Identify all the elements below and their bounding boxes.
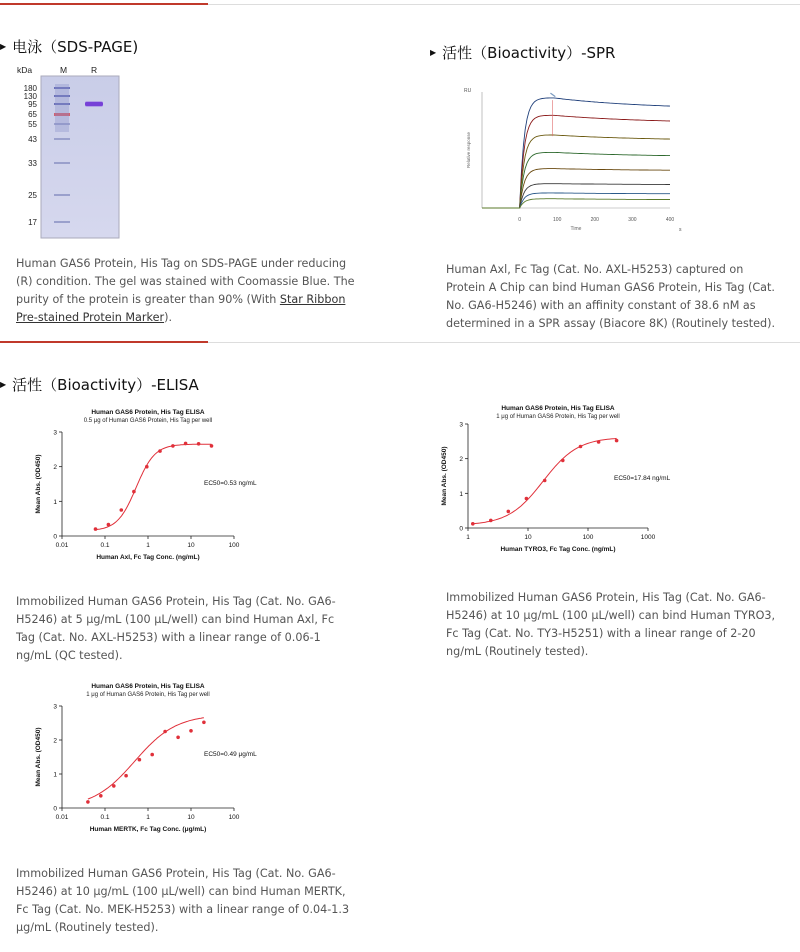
spr-series-line — [482, 169, 670, 208]
spr-sensorgram — [460, 86, 686, 232]
gel-marker-band — [54, 221, 70, 223]
spr-x-unit: s — [679, 227, 682, 233]
gel-marker-label: 17 — [28, 218, 37, 227]
elisa-y-label: Mean Abs. (OD450) — [35, 727, 42, 787]
elisa-data-point — [158, 449, 162, 453]
spr-y-label: Relative response — [466, 131, 471, 169]
spr-x-tick-label: 200 — [590, 217, 599, 223]
gel-header-marker: M — [60, 65, 68, 75]
spr-series-line — [482, 115, 670, 208]
elisa-y-tick-label: 0 — [53, 533, 57, 541]
elisa-x-tick-label: 10 — [187, 542, 195, 549]
elisa-x-tick-label: 0.01 — [55, 814, 69, 821]
elisa-y-tick-label: 3 — [53, 703, 57, 711]
elisa-ec50-label: EC50=0.53 ng/mL — [204, 480, 257, 487]
gel-marker-band — [54, 194, 70, 196]
gel-marker-label: 65 — [28, 110, 37, 119]
elisa-x-tick-label: 100 — [228, 542, 240, 549]
bullet-triangle-icon: ▶ — [0, 380, 7, 389]
elisa-y-tick-label: 0 — [459, 525, 463, 533]
top-divider-accent — [0, 3, 208, 5]
elisa-data-point — [145, 465, 149, 469]
spr-x-tick-label: 0 — [518, 217, 521, 223]
gel-marker-label: 55 — [28, 120, 37, 129]
elisa-x-tick-label: 100 — [582, 534, 594, 541]
elisa-subtitle: 1 μg of Human GAS6 Protein, His Tag per well — [496, 414, 620, 420]
elisa-y-tick-label: 1 — [459, 490, 463, 498]
elisa-y-tick-label: 2 — [459, 456, 463, 464]
gel-marker-band — [54, 138, 70, 140]
elisa-data-point — [597, 440, 601, 444]
elisa-data-point — [171, 444, 175, 448]
elisa-x-tick-label: 1 — [146, 542, 150, 549]
elisa-data-point — [132, 490, 136, 494]
elisa-data-point — [189, 729, 193, 733]
elisa-data-point — [202, 721, 206, 725]
elisa-y-tick-label: 3 — [53, 429, 57, 437]
elisa-ec50-label: EC50=0.49 μg/mL — [204, 751, 257, 758]
gel-marker-label: 130 — [23, 92, 37, 101]
elisa-data-point — [107, 523, 111, 527]
spr-x-tick-label: 100 — [553, 217, 562, 223]
elisa-y-tick-label: 0 — [53, 805, 57, 813]
elisa-data-point — [579, 445, 583, 449]
sds-page-caption: Human GAS6 Protein, His Tag on SDS-PAGE under reducing (R) condition. The gel was stained with Coomassie Blue. The purity of the protein is greater than 90% (With Star Ribbon Pre-stained Protein Marker). — [16, 257, 355, 324]
elisa-data-point — [615, 439, 619, 443]
spr-x-tick-label: 400 — [665, 217, 675, 223]
elisa-x-tick-label: 1 — [146, 814, 150, 821]
gel-header-reduced: R — [91, 65, 98, 75]
elisa-x-tick-label: 100 — [228, 814, 240, 821]
elisa-y-tick-label: 2 — [53, 464, 57, 472]
gel-marker-band — [54, 162, 70, 164]
bullet-triangle-icon: ▶ — [430, 48, 437, 57]
elisa-title: Human GAS6 Protein, His Tag ELISA — [501, 405, 615, 412]
gel-marker-label: 95 — [28, 100, 37, 109]
elisa-y-tick-label: 2 — [53, 737, 57, 745]
elisa-y-tick-label: 3 — [459, 421, 463, 429]
elisa-chart-axl — [22, 404, 257, 574]
elisa-data-point — [94, 527, 98, 531]
elisa-data-point — [176, 736, 180, 740]
elisa-x-tick-label: 0.01 — [55, 542, 69, 549]
spr-y-unit: RU — [464, 88, 472, 94]
elisa-subtitle: 1 μg of Human GAS6 Protein, His Tag per well — [86, 692, 210, 698]
elisa-data-point — [489, 519, 493, 523]
gel-sample-band-halo — [85, 101, 103, 107]
gel-header-kda: kDa — [17, 65, 33, 75]
elisa-x-tick-label: 10 — [187, 814, 195, 821]
gel-marker-label: 43 — [28, 135, 37, 144]
elisa-data-point — [150, 753, 154, 757]
elisa-data-point — [471, 522, 475, 526]
section-title-elisa: ▶ 活性（Bioactivity）-ELISA — [0, 376, 199, 394]
elisa-chart-tyro3 — [436, 400, 671, 566]
elisa-y-tick-label: 1 — [53, 498, 57, 506]
elisa-data-point — [138, 758, 142, 762]
elisa-title: Human GAS6 Protein, His Tag ELISA — [91, 409, 205, 416]
elisa-y-tick-label: 1 — [53, 771, 57, 779]
section-title-sds-page: ▶ 电泳（SDS-PAGE) — [0, 38, 139, 56]
top-divider — [0, 4, 800, 5]
elisa-data-point — [112, 784, 116, 788]
elisa-data-point — [99, 794, 103, 798]
spr-series-line — [482, 199, 670, 208]
mid-divider-accent — [0, 341, 208, 343]
elisa-mertk-caption: Immobilized Human GAS6 Protein, His Tag (Cat. No. GA6-H5246) at 10 μg/mL (100 μL/well) can bind Human MERTK, Fc Tag (Cat. No. MEK-H5253) with a linear range of 0.04-1.3 μg/mL (Routinely tested). — [16, 867, 350, 934]
elisa-x-label: Human MERTK, Fc Tag Conc. (μg/mL) — [89, 826, 207, 833]
elisa-title: Human GAS6 Protein, His Tag ELISA — [91, 683, 205, 690]
elisa-x-tick-label: 1000 — [640, 534, 656, 541]
star-ribbon-marker-link[interactable]: Star Ribbon Pre-stained Protein Marker — [16, 293, 346, 324]
elisa-x-tick-label: 0.1 — [100, 542, 110, 549]
spr-x-label: Time — [570, 226, 582, 232]
elisa-fit-curve — [88, 718, 204, 799]
gel-marker-smear — [55, 84, 69, 132]
elisa-y-label: Mean Abs. (OD450) — [441, 446, 448, 506]
spr-peak-spike — [550, 93, 555, 96]
elisa-fit-curve — [96, 444, 212, 530]
sds-page-gel — [17, 62, 121, 240]
elisa-x-tick-label: 10 — [524, 534, 532, 541]
elisa-x-tick-label: 1 — [466, 534, 470, 541]
spr-series-line — [482, 184, 670, 208]
elisa-data-point — [210, 444, 214, 448]
spr-series-line — [482, 193, 670, 208]
elisa-tyro3-caption: Immobilized Human GAS6 Protein, His Tag (Cat. No. GA6-H5246) at 10 μg/mL (100 μL/well) can bind Human TYRO3, Fc Tag (Cat. No. TY3-H5251) with a linear range of 2-20 ng/mL (Routinely tested). — [446, 591, 776, 658]
gel-marker-label: 180 — [23, 84, 37, 93]
elisa-subtitle: 0.5 μg of Human GAS6 Protein, His Tag per well — [83, 418, 213, 424]
mid-divider — [0, 342, 800, 343]
elisa-data-point — [124, 774, 128, 778]
elisa-data-point — [86, 800, 90, 804]
elisa-data-point — [525, 497, 529, 501]
elisa-axl-caption: Immobilized Human GAS6 Protein, His Tag (Cat. No. GA6-H5246) at 5 μg/mL (100 μL/well) can bind Human Axl, Fc Tag (Cat. No. AXL-H5253) with a linear range of 0.06-1 ng/mL (QC tested). — [16, 595, 336, 662]
elisa-data-point — [163, 730, 167, 734]
gel-marker-label: 33 — [28, 159, 37, 168]
gel-background — [41, 76, 119, 238]
bullet-triangle-icon: ▶ — [0, 42, 7, 51]
elisa-data-point — [543, 479, 547, 483]
elisa-chart-mertk — [22, 678, 257, 838]
elisa-data-point — [184, 442, 188, 446]
elisa-x-tick-label: 0.1 — [100, 814, 110, 821]
spr-caption: Human Axl, Fc Tag (Cat. No. AXL-H5253) captured on Protein A Chip can bind Human GAS6 Protein, His Tag (Cat. No. GA6-H5246) with an affinity constant of 38.6 nM as determined in a SPR assay (Biacore 8K) (Routinely tested). — [446, 263, 776, 330]
elisa-data-point — [561, 459, 565, 463]
elisa-data-point — [120, 508, 124, 512]
elisa-y-label: Mean Abs. (OD450) — [35, 454, 42, 514]
gel-marker-label: 25 — [28, 191, 37, 200]
spr-x-tick-label: 300 — [628, 217, 637, 223]
elisa-x-label: Human Axl, Fc Tag Conc. (ng/mL) — [96, 554, 200, 561]
section-title-spr: ▶ 活性（Bioactivity）-SPR — [430, 44, 616, 62]
elisa-data-point — [197, 442, 201, 446]
spr-series-line — [482, 135, 670, 208]
elisa-data-point — [507, 510, 511, 514]
elisa-x-label: Human TYRO3, Fc Tag Conc. (ng/mL) — [500, 546, 616, 553]
elisa-ec50-label: EC50=17.84 ng/mL — [614, 475, 671, 482]
